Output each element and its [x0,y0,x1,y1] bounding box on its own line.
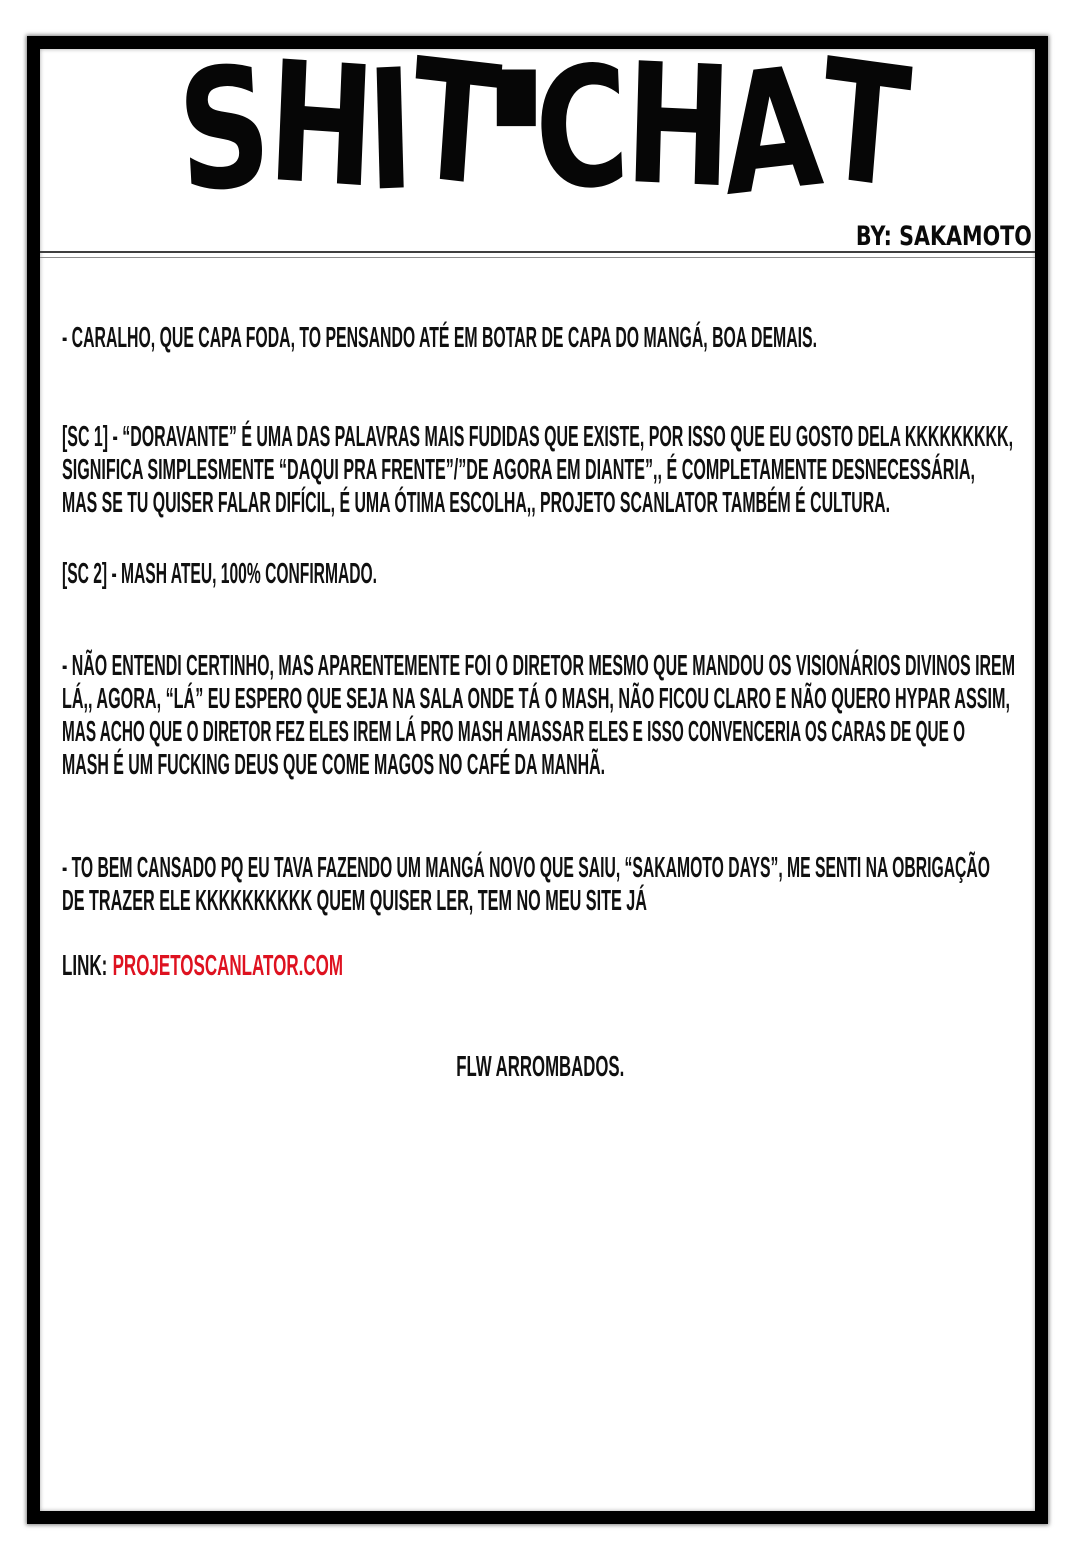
footer-row [0,1051,1080,1084]
page-title: SHIT-CHAT [173,0,911,309]
paragraph-4 [62,650,1040,782]
link-label: LINK: [62,950,108,982]
text-line: MAS ACHO QUE O DIRETOR FEZ ELES IREM LÁ PRO MASH AMASSAR ELES E ISSO CONVENCERIA OS CARAS DE QUE O [62,716,965,748]
text-line: - TO BEM CANSADO PQ EU TAVA FAZENDO UM MANGÁ NOVO QUE SAIU, “SAKAMOTO DAYS”, ME SENTI NA OBRIGAÇÃO [62,852,990,884]
text-line: MAS SE TU QUISER FALAR DIFÍCIL, É UMA ÓTIMA ESCOLHA,, PROJETO SCANLATOR TAMBÉM É CULTURA. [62,487,890,519]
footer-text: FLW ARROMBADOS. [455,1051,624,1083]
text-line: [SC 2] - MASH ATEU, 100% CONFIRMADO. [62,558,377,590]
text-line: LÁ,, AGORA, “LÁ” EU ESPERO QUE SEJA NA SALA ONDE TÁ O MASH, NÃO FICOU CLARO E NÃO QUERO HYPAR ASSIM, [62,683,1010,715]
header-divider [40,251,1035,258]
link-row [62,950,1040,983]
text-line: DE TRAZER ELE KKKKKKKKKK QUEM QUISER LER, TEM NO MEU SITE JÁ [62,885,647,917]
text-line: - NÃO ENTENDI CERTINHO, MAS APARENTEMENTE FOI O DIRETOR MESMO QUE MANDOU OS VISIONÁRIOS DIVINOS IREM [62,650,1015,682]
text-line: [SC 1] - “DORAVANTE” É UMA DAS PALAVRAS MAIS FUDIDAS QUE EXISTE, POR ISSO QUE EU GOSTO DELA KKKKKKKKK, [62,421,1013,453]
text-line: MASH É UM FUCKING DEUS QUE COME MAGOS NO CAFÉ DA MANHÃ. [62,749,605,781]
site-link[interactable]: PROJETOSCANLATOR.COM [112,950,343,982]
paragraph-3 [62,558,1040,591]
link-line [62,950,343,983]
paragraph-1 [62,322,1040,355]
paragraph-2 [62,421,1040,520]
text-line: - CARALHO, QUE CAPA FODA, TO PENSANDO ATÉ EM BOTAR DE CAPA DO MANGÁ, BOA DEMAIS. [62,322,817,354]
text-line: SIGNIFICA SIMPLESMENTE “DAQUI PRA FRENTE”/”DE AGORA EM DIANTE”,, É COMPLETAMENTE DESNECESSÁRIA, [62,454,975,486]
byline: BY: SAKAMOTO [856,221,1032,252]
paragraph-5 [62,852,1040,918]
